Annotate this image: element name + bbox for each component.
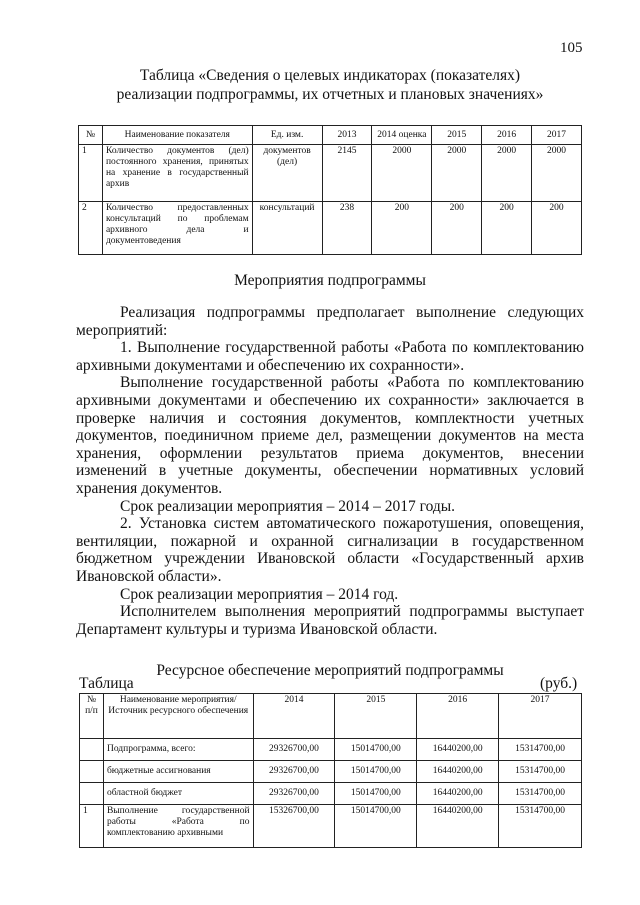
table-header-row bbox=[80, 694, 582, 739]
value-cell: 15014700,00 bbox=[335, 783, 417, 805]
value-cell: 15314700,00 bbox=[499, 783, 582, 805]
value-cell: 15314700,00 bbox=[499, 805, 582, 848]
value-cell: 2000 bbox=[532, 145, 582, 202]
table-row bbox=[79, 202, 582, 255]
row-number bbox=[80, 783, 104, 805]
unit-cell: консультаций bbox=[252, 202, 322, 255]
row-number bbox=[80, 761, 104, 783]
indicator-name: Количество документов (дел) постоянного хранения, принятых на хранение в государственный архив bbox=[102, 145, 252, 202]
value-cell: 2000 bbox=[372, 145, 432, 202]
value-cell: 2000 bbox=[482, 145, 532, 202]
row-number: 2 bbox=[79, 202, 103, 255]
value-cell: 15314700,00 bbox=[499, 761, 582, 783]
value-cell: 15014700,00 bbox=[335, 761, 417, 783]
column-header: № bbox=[79, 126, 103, 145]
body-text bbox=[76, 304, 584, 638]
column-header: 2013 bbox=[322, 126, 372, 145]
resources-table bbox=[79, 693, 582, 848]
value-cell: 16440200,00 bbox=[417, 805, 499, 848]
value-cell: 2145 bbox=[322, 145, 372, 202]
column-header: Наименование мероприятия/Источник ресурсного обеспечения bbox=[103, 694, 253, 739]
column-header: 2016 bbox=[417, 694, 499, 739]
value-cell: 16440200,00 bbox=[417, 739, 499, 761]
source-name: Выполнение государственной работы «Работа по комплектованию архивными bbox=[103, 805, 253, 848]
column-header: 2017 bbox=[499, 694, 582, 739]
indicators-table bbox=[78, 125, 582, 255]
paragraph: 2. Установка систем автоматического пожаротушения, оповещения, вентиляции, пожарной и охранной сигнализации в государственном бюджетном учреждении Ивановской области «Государственный архив Ивановской области». bbox=[76, 515, 584, 585]
column-header: 2014 оценка bbox=[372, 126, 432, 145]
column-header: 2016 bbox=[482, 126, 532, 145]
paragraph: Исполнителем выполнения мероприятий подпрограммы выступает Департамент культуры и туризма Ивановской области. bbox=[76, 603, 584, 638]
value-cell: 15314700,00 bbox=[499, 739, 582, 761]
paragraph: Реализация подпрограммы предполагает выполнение следующих мероприятий: bbox=[76, 304, 584, 339]
value-cell: 200 bbox=[432, 202, 482, 255]
section-heading: Мероприятия подпрограммы bbox=[234, 272, 426, 289]
row-number: 1 bbox=[80, 805, 104, 848]
column-header: Ед. изм. bbox=[252, 126, 322, 145]
table2-title: Ресурсное обеспечение мероприятий подпрограммы bbox=[156, 662, 504, 679]
table-row bbox=[80, 739, 582, 761]
paragraph: 1. Выполнение государственной работы «Работа по комплектованию архивными документами и обеспечению их сохранности». bbox=[76, 339, 584, 374]
indicator-name: Количество предоставленных консультаций по проблемам архивного дела и документоведения bbox=[102, 202, 252, 255]
column-header: Наименование показателя bbox=[102, 126, 252, 145]
value-cell: 200 bbox=[482, 202, 532, 255]
row-number bbox=[80, 739, 104, 761]
source-name: бюджетные ассигнования bbox=[103, 761, 253, 783]
value-cell: 29326700,00 bbox=[253, 761, 335, 783]
table1-title bbox=[60, 66, 600, 104]
table-row bbox=[79, 145, 582, 202]
value-cell: 15326700,00 bbox=[253, 805, 335, 848]
table-row bbox=[80, 805, 582, 848]
paragraph: Выполнение государственной работы «Работа по комплектованию архивными документами и обеспечению их сохранности» заключается в проверке наличия и состояния документов, комплектности учетных документов, поединичном приеме дел, размещении документов на места хранения, оформлении результатов приема документов, внесении изменений в учетные документы, обеспечении нормативных условий хранения документов. bbox=[76, 374, 584, 497]
column-header: 2014 bbox=[253, 694, 335, 739]
value-cell: 16440200,00 bbox=[417, 761, 499, 783]
column-header: 2015 bbox=[335, 694, 417, 739]
row-number: 1 bbox=[79, 145, 103, 202]
value-cell: 29326700,00 bbox=[253, 739, 335, 761]
table2-caption: Таблица bbox=[79, 675, 134, 692]
value-cell: 15014700,00 bbox=[335, 805, 417, 848]
page-number: 105 bbox=[560, 40, 583, 56]
column-header: 2017 bbox=[532, 126, 582, 145]
source-name: областной бюджет bbox=[103, 783, 253, 805]
paragraph: Срок реализации мероприятия – 2014 год. bbox=[120, 585, 399, 603]
column-header: 2015 bbox=[432, 126, 482, 145]
unit-cell: документов (дел) bbox=[252, 145, 322, 202]
source-name: Подпрограмма, всего: bbox=[103, 739, 253, 761]
value-cell: 16440200,00 bbox=[417, 783, 499, 805]
value-cell: 15014700,00 bbox=[335, 739, 417, 761]
value-cell: 29326700,00 bbox=[253, 783, 335, 805]
column-header: № п/п bbox=[80, 694, 104, 739]
value-cell: 200 bbox=[372, 202, 432, 255]
table1-title-line1: Таблица «Сведения о целевых индикаторах (показателях) bbox=[139, 67, 521, 84]
paragraph: Срок реализации мероприятия – 2014 – 2017 годы. bbox=[120, 497, 456, 515]
value-cell: 2000 bbox=[432, 145, 482, 202]
table-row bbox=[80, 761, 582, 783]
table-header-row bbox=[79, 126, 582, 145]
value-cell: 238 bbox=[322, 202, 372, 255]
value-cell: 200 bbox=[532, 202, 582, 255]
table2-units: (руб.) bbox=[540, 675, 578, 692]
table-row bbox=[80, 783, 582, 805]
table1-title-line2: реализации подпрограммы, их отчетных и плановых значениях» bbox=[116, 86, 544, 103]
